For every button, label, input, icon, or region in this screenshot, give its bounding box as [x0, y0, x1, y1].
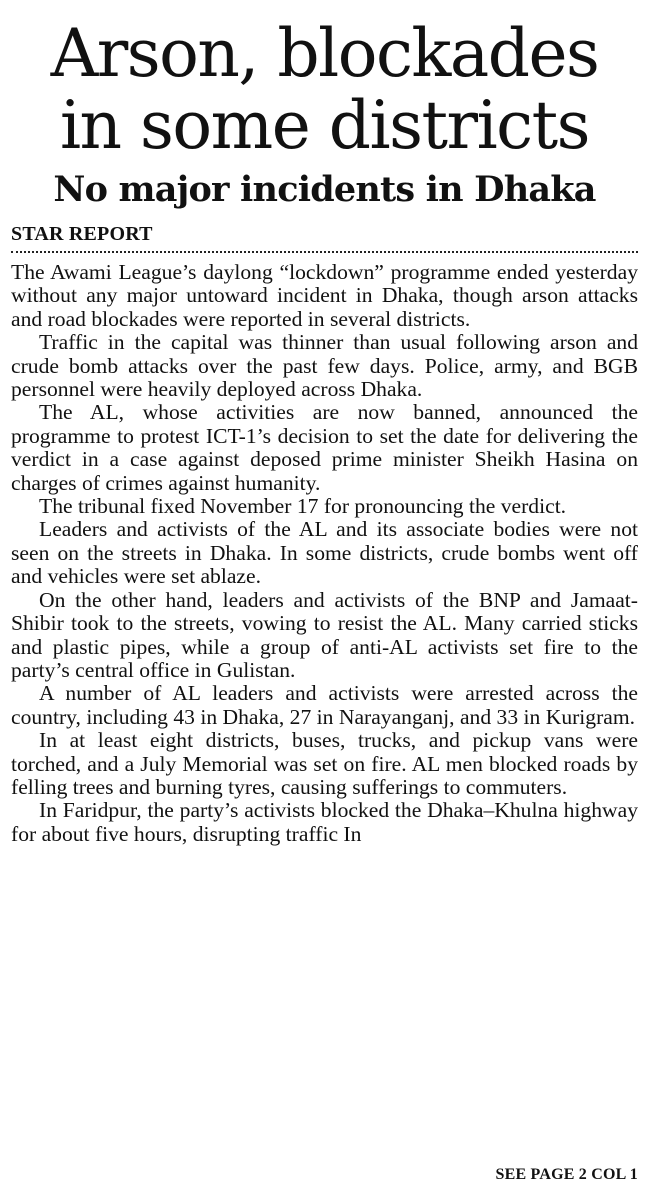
- headline: [11, 0, 638, 162]
- paragraph: A number of AL leaders and activists were arrested across the country, including 43 in Dhaka, 27 in Narayanganj, and 33 in Kurigram.: [11, 681, 638, 729]
- headline-line-1: Arson, blockades: [50, 15, 599, 92]
- article-body: [11, 261, 638, 846]
- paragraph: The AL, whose activities are now banned, announced the programme to protest ICT-1’s decision to set the date for delivering the verdict in a case against deposed prime minister Sheikh Hasina on charges of crimes against humanity.: [11, 400, 638, 495]
- dotted-divider: [11, 251, 638, 253]
- paragraph: Traffic in the capital was thinner than usual following arson and crude bomb attacks over the past few days. Police, army, and BGB personnel were heavily deployed across Dhaka.: [11, 330, 638, 402]
- paragraph: The Awami League’s daylong “lockdown” programme ended yesterday without any major untoward incident in Dhaka, though arson attacks and road blockades were reported in several districts.: [11, 260, 638, 331]
- byline: STAR REPORT: [11, 223, 153, 245]
- paragraph: Leaders and activists of the AL and its associate bodies were not seen on the streets in Dhaka. In some districts, crude bombs went off and vehicles were set ablaze.: [11, 517, 638, 589]
- paragraph: In at least eight districts, buses, trucks, and pickup vans were torched, and a July Memorial was set on fire. AL men blocked roads by felling trees and burning tyres, causing sufferings to commuters.: [11, 728, 638, 799]
- continued-on-page-line: SEE PAGE 2 COL 1: [495, 1166, 638, 1183]
- paragraph: On the other hand, leaders and activists of the BNP and Jamaat-Shibir took to the streets, vowing to resist the AL. Many carried sticks and plastic pipes, while a group of anti-AL activists set fire to the party’s central office in Gulistan.: [11, 587, 638, 682]
- paragraph: In Faridpur, the party’s activists blocked the Dhaka–Khulna highway for about five hours, disrupting traffic In: [11, 798, 638, 846]
- headline-line-2: in some districts: [59, 87, 590, 164]
- paragraph: The tribunal fixed November 17 for pronouncing the verdict.: [39, 494, 567, 519]
- subheadline: No major incidents in Dhaka: [53, 169, 596, 210]
